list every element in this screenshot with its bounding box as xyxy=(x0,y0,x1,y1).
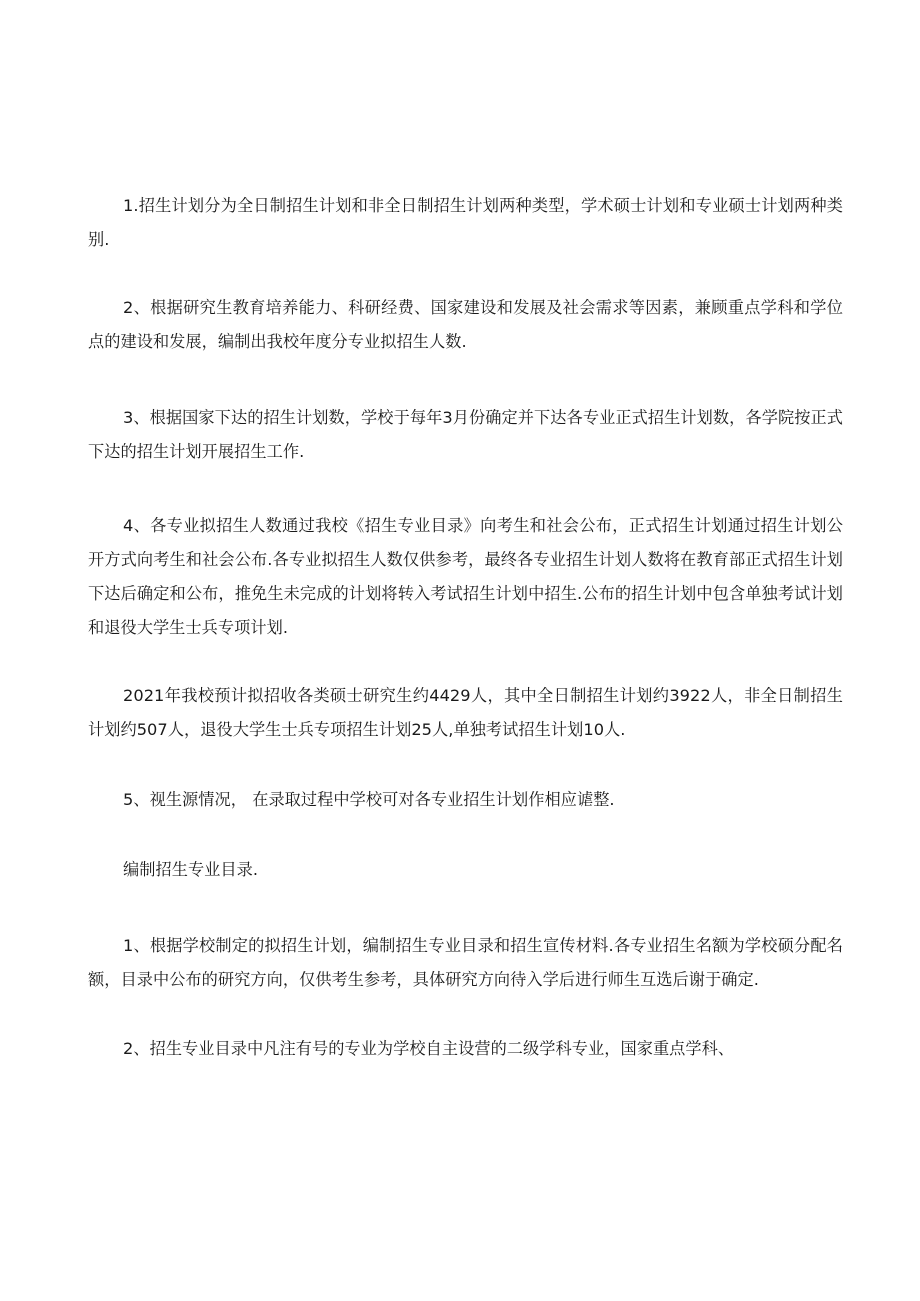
paragraph-plan-basis: 2、根据研究生教育培养能力、科研经费、国家建设和发展及社会需求等因素，兼顾重点学科和学位点的建设和发展，编制出我校年度分专业拟招生人数. xyxy=(88,298,843,351)
paragraph-2021-enrollment: 2021年我校预计拟招收各类硕士研究生约4429人，其中全日制招生计划约3922人，非全日制招生计划约507人，退役大学生士兵专项招生计划25人,单独考试招生计划10人. xyxy=(88,686,843,739)
section-heading-catalog: 编制招生专业目录. xyxy=(123,860,259,879)
paragraph-adjustment: 5、视生源情况， 在录取过程中学校可对各专业招生计划作相应谑整. xyxy=(123,790,615,809)
paragraph-national-plan: 3、根据国家下达的招生计划数，学校于每年3月份确定并下达各专业正式招生计划数，各学院按正式下达的招生计划开展招生工作. xyxy=(88,408,843,461)
paragraph-publication: 4、各专业拟招生人数通过我校《招生专业目录》向考生和社会公布，正式招生计划通过招生计划公开方式向考生和社会公布.各专业拟招生人数仅供参考，最终各专业招生计划人数将在教育部正式招生计划下达后确定和公布，推免生未完成的计划将转入考试招生计划中招生.公布的招生计划中包含单独考试计划和退役大学生士兵专项计划. xyxy=(88,516,843,637)
paragraph-catalog-marked-majors: 2、招生专业目录中凡注有号的专业为学校自主设营的二级学科专业，国家重点学科、 xyxy=(123,1039,735,1058)
paragraph-plan-types: 1.招生计划分为全日制招生计划和非全日制招生计划两种类型，学术硕士计划和专业硕士计划两种类别. xyxy=(88,196,843,249)
paragraph-catalog-compilation: 1、根据学校制定的拟招生计划，编制招生专业目录和招生宣传材料.各专业招生名额为学校硕分配名额，目录中公布的研究方向，仅供考生参考，具体研究方向待入学后进行师生互选后谢于确定. xyxy=(88,936,843,989)
